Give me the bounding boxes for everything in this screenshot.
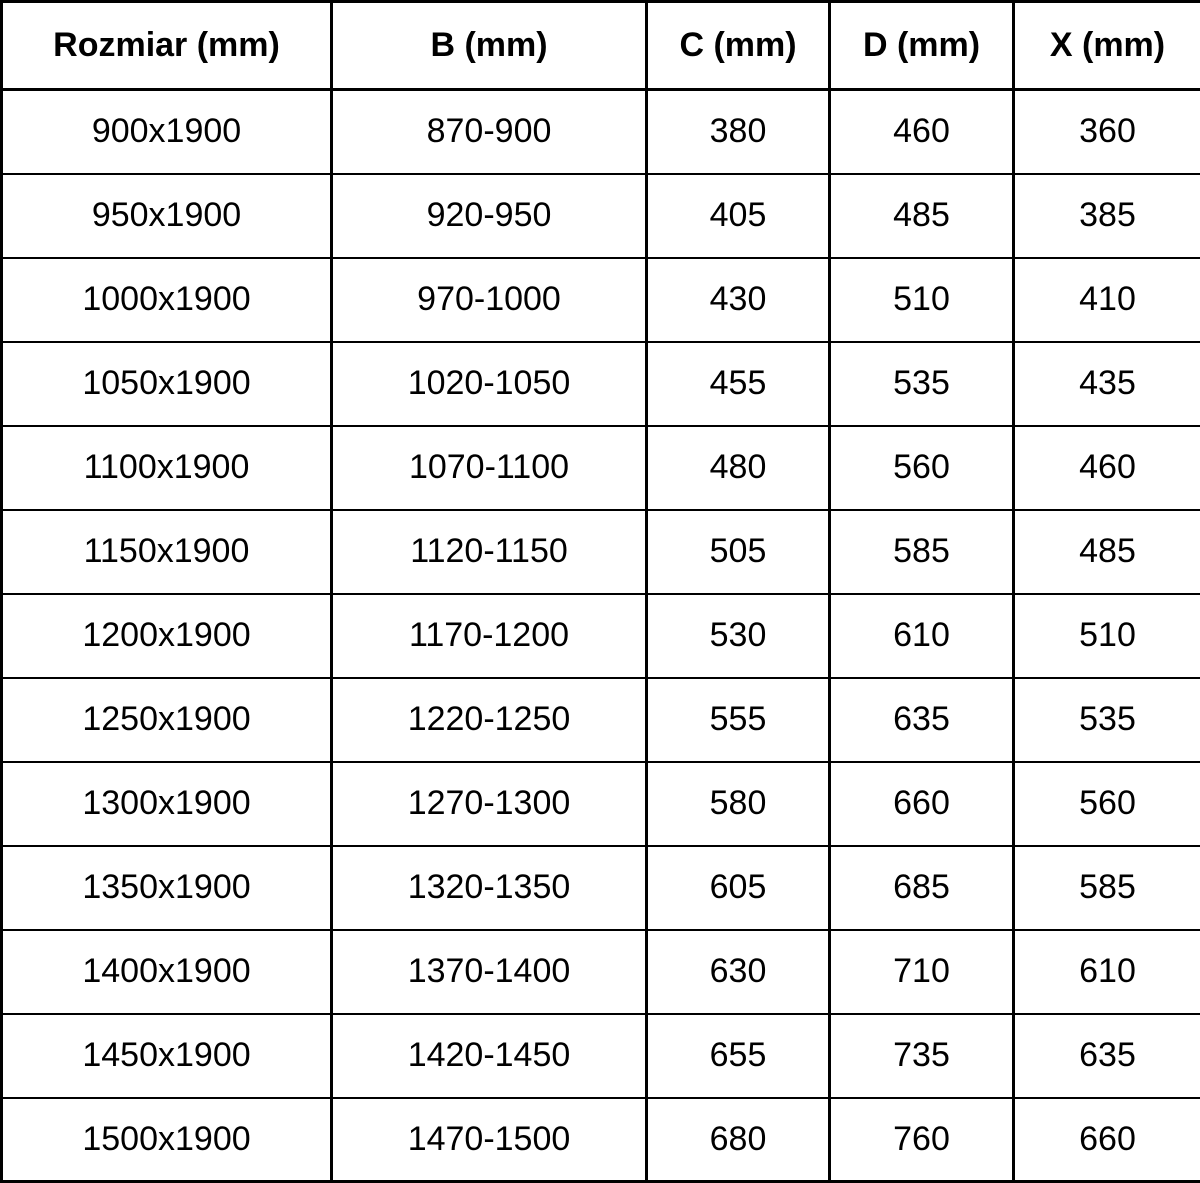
table-cell: 410 (1014, 258, 1200, 342)
table-row (2, 594, 1200, 678)
table-cell: 485 (1014, 510, 1200, 594)
table-cell: 1400x1900 (2, 930, 332, 1014)
table-cell: 510 (1014, 594, 1200, 678)
table-cell: 900x1900 (2, 90, 332, 174)
table-cell: 605 (647, 846, 830, 930)
table-row (2, 930, 1200, 1014)
table-row (2, 678, 1200, 762)
table-cell: 1450x1900 (2, 1014, 332, 1098)
table-row (2, 90, 1200, 174)
table-cell: 1300x1900 (2, 762, 332, 846)
table-cell: 560 (1014, 762, 1200, 846)
table-cell: 385 (1014, 174, 1200, 258)
column-header: B (mm) (332, 2, 647, 90)
header-row (2, 2, 1200, 90)
table-row (2, 762, 1200, 846)
table-cell: 460 (1014, 426, 1200, 510)
table-cell: 1470-1500 (332, 1098, 647, 1182)
column-header: D (mm) (830, 2, 1014, 90)
table-row (2, 1098, 1200, 1182)
table-cell: 1370-1400 (332, 930, 647, 1014)
table-cell: 635 (830, 678, 1014, 762)
table-cell: 1100x1900 (2, 426, 332, 510)
table-row (2, 258, 1200, 342)
table-cell: 610 (830, 594, 1014, 678)
table-cell: 1020-1050 (332, 342, 647, 426)
table-cell: 735 (830, 1014, 1014, 1098)
table-cell: 630 (647, 930, 830, 1014)
table-cell: 460 (830, 90, 1014, 174)
table-cell: 1070-1100 (332, 426, 647, 510)
table-cell: 660 (830, 762, 1014, 846)
table-row (2, 174, 1200, 258)
table-cell: 555 (647, 678, 830, 762)
table-cell: 970-1000 (332, 258, 647, 342)
table-cell: 585 (1014, 846, 1200, 930)
column-header: C (mm) (647, 2, 830, 90)
table-cell: 435 (1014, 342, 1200, 426)
table-cell: 480 (647, 426, 830, 510)
table-cell: 560 (830, 426, 1014, 510)
table-cell: 405 (647, 174, 830, 258)
table-row (2, 342, 1200, 426)
table-cell: 1050x1900 (2, 342, 332, 426)
table-cell: 535 (830, 342, 1014, 426)
table-body (2, 90, 1200, 1182)
table-cell: 635 (1014, 1014, 1200, 1098)
table-cell: 430 (647, 258, 830, 342)
table-cell: 1250x1900 (2, 678, 332, 762)
table-cell: 380 (647, 90, 830, 174)
table-cell: 660 (1014, 1098, 1200, 1182)
table-cell: 1420-1450 (332, 1014, 647, 1098)
table-cell: 1170-1200 (332, 594, 647, 678)
table-row (2, 426, 1200, 510)
table-cell: 1320-1350 (332, 846, 647, 930)
table-cell: 685 (830, 846, 1014, 930)
table-cell: 920-950 (332, 174, 647, 258)
table-cell: 585 (830, 510, 1014, 594)
table-cell: 1350x1900 (2, 846, 332, 930)
table-cell: 950x1900 (2, 174, 332, 258)
table-cell: 870-900 (332, 90, 647, 174)
table-cell: 505 (647, 510, 830, 594)
table-row (2, 1014, 1200, 1098)
table-cell: 610 (1014, 930, 1200, 1014)
table-cell: 580 (647, 762, 830, 846)
table-cell: 530 (647, 594, 830, 678)
table-row (2, 510, 1200, 594)
table-cell: 1120-1150 (332, 510, 647, 594)
table-cell: 1200x1900 (2, 594, 332, 678)
table-cell: 1500x1900 (2, 1098, 332, 1182)
table-cell: 485 (830, 174, 1014, 258)
table-cell: 1220-1250 (332, 678, 647, 762)
table-cell: 455 (647, 342, 830, 426)
table-cell: 710 (830, 930, 1014, 1014)
table-cell: 760 (830, 1098, 1014, 1182)
table-cell: 1150x1900 (2, 510, 332, 594)
column-header: Rozmiar (mm) (2, 2, 332, 90)
table-cell: 360 (1014, 90, 1200, 174)
table-cell: 680 (647, 1098, 830, 1182)
table-cell: 535 (1014, 678, 1200, 762)
table-cell: 655 (647, 1014, 830, 1098)
table-cell: 1000x1900 (2, 258, 332, 342)
table-cell: 510 (830, 258, 1014, 342)
column-header: X (mm) (1014, 2, 1200, 90)
table-row (2, 846, 1200, 930)
table-cell: 1270-1300 (332, 762, 647, 846)
